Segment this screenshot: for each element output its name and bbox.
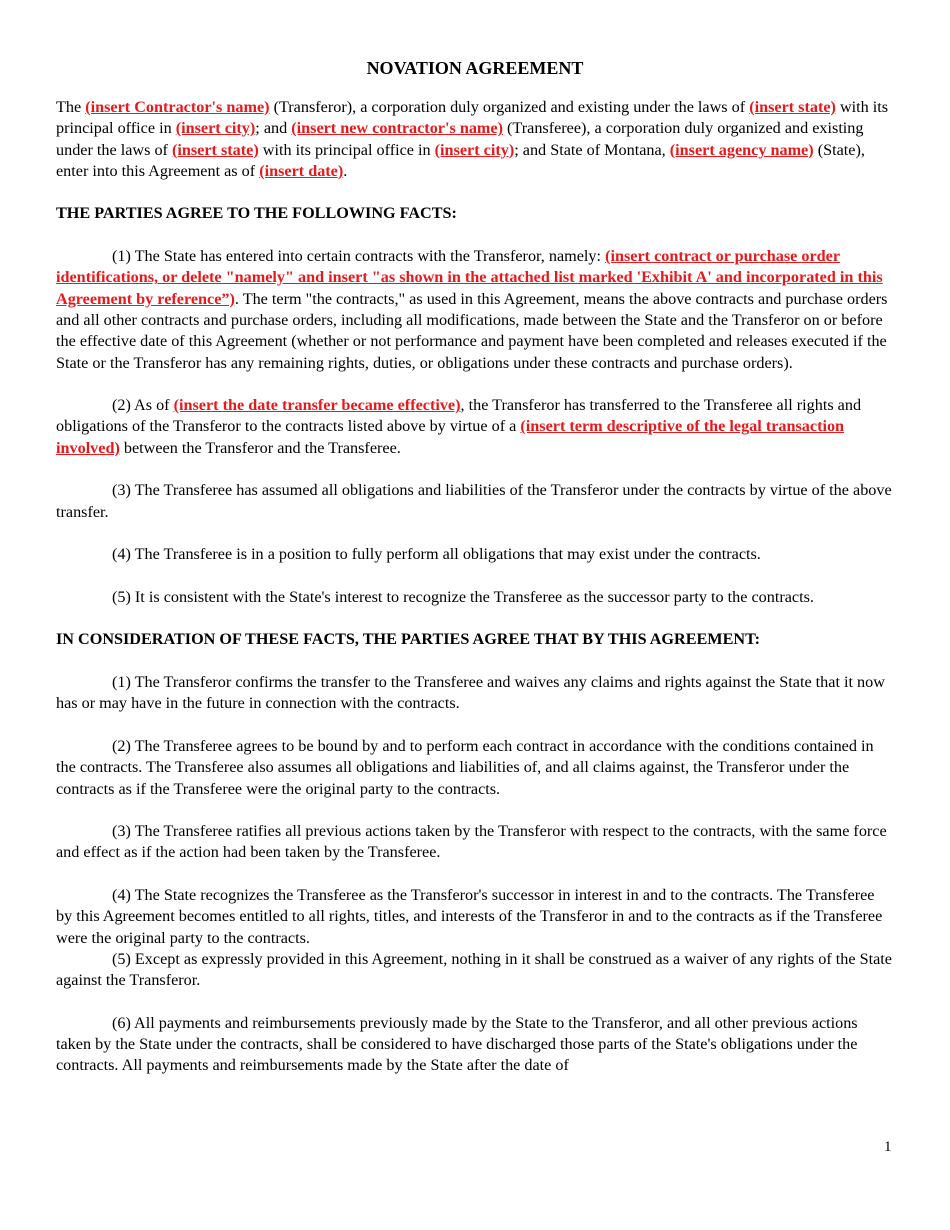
transferee-city-placeholder: (insert city) (434, 140, 515, 159)
fact-text: , the Transferor has transferred to the Transferee all rights and obligations of the Transferor to the contracts listed above by virtue of a (56, 396, 862, 436)
agreement-3-paragraph: (3) The Transferee ratifies all previous actions taken by the Transferor with respect to the contracts, with the same force and effect as if the action had been taken by the Transferee. (56, 822, 887, 862)
document-page (56, 56, 894, 1098)
agency-name-placeholder: (insert agency name) (669, 140, 814, 159)
fact-2-paragraph (56, 395, 894, 459)
transfer-date-placeholder: (insert the date transfer became effective) (173, 396, 461, 415)
agreement-4-paragraph: (4) The State recognizes the Transferee as the Transferor's successor in interest in and to the contracts. The Transferee by this Agreement becomes entitled to all rights, titles, and interests of the Transferor in and to the contracts as if the Transferee were the original party to the contracts. (56, 885, 883, 947)
agreement-heading: IN CONSIDERATION OF THESE FACTS, THE PARTIES AGREE THAT BY THIS AGREEMENT: (56, 630, 761, 649)
transferee-state-placeholder: (insert state) (171, 140, 259, 159)
document-title: NOVATION AGREEMENT (366, 58, 584, 78)
transferor-state-placeholder: (insert state) (749, 98, 836, 116)
contractor-name-placeholder: (insert Contractor's name) (85, 98, 270, 116)
intro-text: (Transferee), a corporation duly organized and existing under the laws of (56, 119, 864, 159)
intro-text: (Transferor), a corporation duly organized and existing under the laws of (269, 98, 750, 116)
intro-text: with its principal office in (56, 98, 889, 138)
agreement-1-paragraph: (1) The Transferor confirms the transfer to the Transferee and waives any claims and rights against the State that it now has or may have in the future in connection with the contracts. (56, 673, 885, 713)
intro-text: . (343, 161, 348, 180)
fact-text: (2) As of (112, 396, 174, 415)
fact-5-paragraph: (5) It is consistent with the State's interest to recognize the Transferee as the successor party to the contracts. (112, 587, 814, 606)
fact-text: (1) The State has entered into certain contracts with the Transferor, namely: (112, 247, 606, 266)
page-number: 1 (884, 1139, 892, 1155)
legal-transaction-placeholder: (insert term descriptive of the legal transaction involved) (56, 417, 845, 457)
intro-text: The (56, 98, 86, 116)
intro-text: (State), enter into this Agreement as of (56, 140, 865, 180)
intro-text: ; and State of Montana, (514, 140, 670, 159)
intro-paragraph (56, 97, 894, 182)
intro-text: ; and (255, 119, 292, 138)
contract-identification-placeholder: (insert contract or purchase order identifications, or delete "namely" and insert "as shown in the attached list marked 'Exhibit A' and incorporated in this Agreement by reference”) (56, 247, 883, 308)
agreement-date-placeholder: (insert date) (259, 161, 344, 180)
fact-3-paragraph: (3) The Transferee has assumed all obligations and liabilities of the Transferor under the contracts by virtue of the above transfer. (56, 481, 892, 521)
fact-4-paragraph: (4) The Transferee is in a position to fully perform all obligations that may exist under the contracts. (112, 545, 761, 564)
agreement-5-paragraph: (5) Except as expressly provided in this Agreement, nothing in it shall be construed as a waiver of any rights of the State against the Transferor. (56, 949, 892, 990)
agreement-2-paragraph: (2) The Transferee agrees to be bound by and to perform each contract in accordance with the conditions contained in the contracts. The Transferee also assumes all obligations and liabilities of, and all claims against, the Transferor under the contracts as if the Transferee were the original party to the contracts. (56, 736, 874, 798)
intro-text: with its principal office in (258, 140, 435, 159)
fact-1-paragraph (56, 246, 894, 374)
fact-text: . The term "the contracts," as used in this Agreement, means the above contracts and purchase orders and all other contracts and purchase orders, including all modifications, made between the State and the Transferor on or before the effective date of this Agreement (whether or not performance and payment have been completed and releases executed if the State or the Transferor has any remaining rights, duties, or obligations under these contracts and purchase orders). (56, 289, 888, 372)
facts-heading: THE PARTIES AGREE TO THE FOLLOWING FACTS: (56, 204, 457, 223)
new-contractor-name-placeholder: (insert new contractor's name) (291, 119, 503, 138)
agreement-6-paragraph: (6) All payments and reimbursements previously made by the State to the Transferor, and all other previous actions taken by the State under the contracts, shall be considered to have discharged those parts of the State's obligations under the contracts. All payments and reimbursements made by the State after the date of (56, 1013, 858, 1075)
transferor-city-placeholder: (insert city) (175, 119, 256, 138)
fact-text: between the Transferor and the Transferee. (119, 438, 401, 457)
